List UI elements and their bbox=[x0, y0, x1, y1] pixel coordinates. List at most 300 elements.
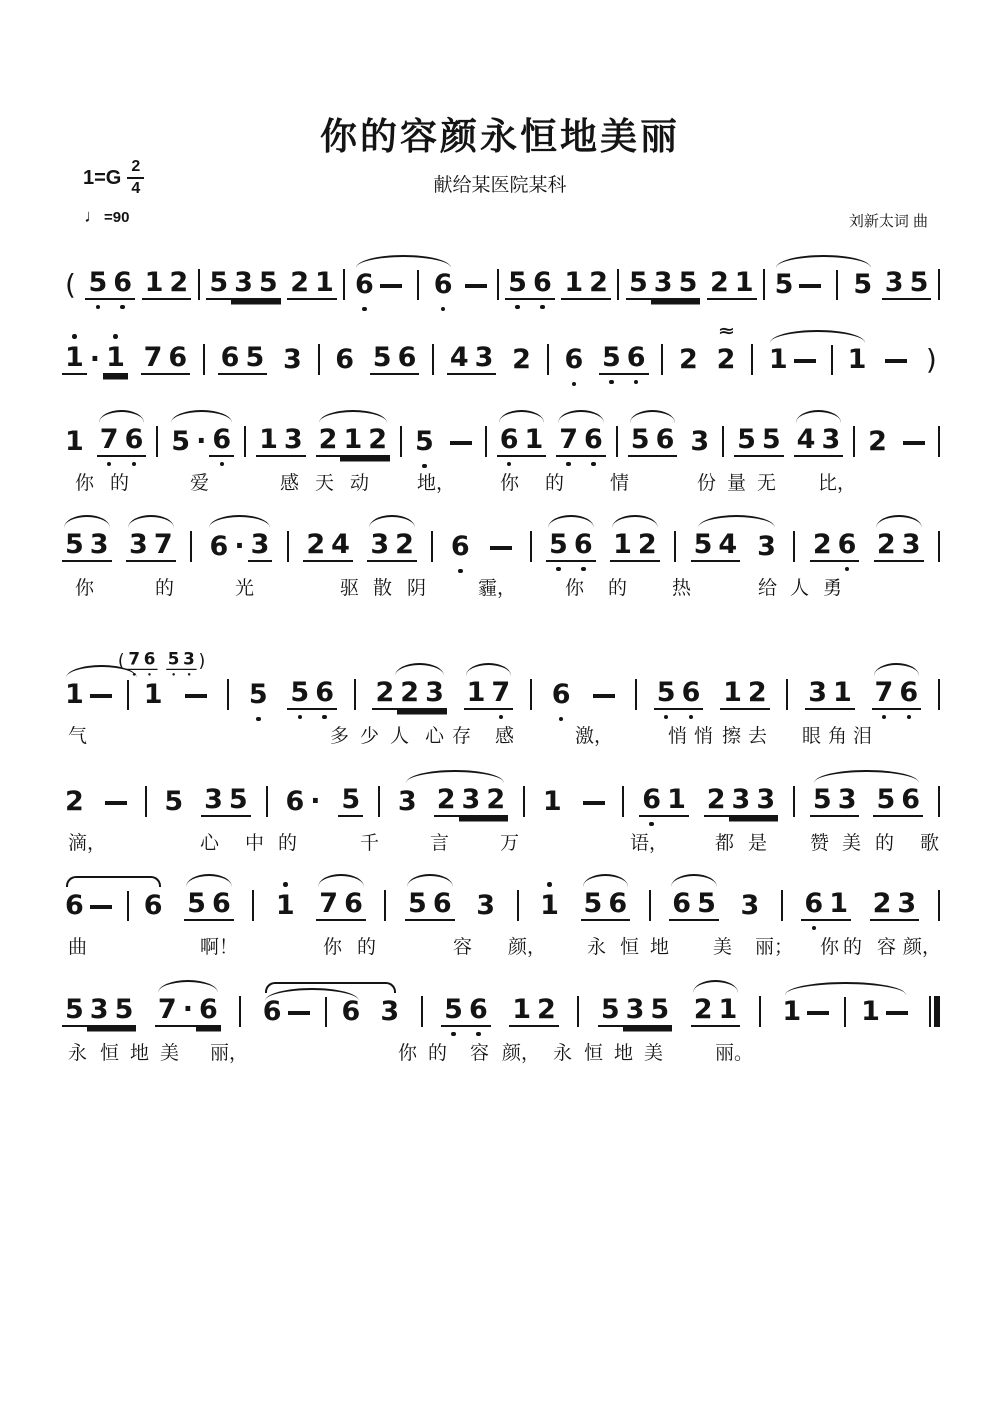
digit-glyph: 5 bbox=[248, 679, 268, 710]
dash-shape bbox=[288, 1011, 310, 1015]
note-digit bbox=[734, 425, 759, 457]
note-digit bbox=[870, 889, 895, 921]
lyric-syllable: 的 bbox=[110, 473, 130, 494]
barline bbox=[793, 531, 795, 562]
time-signature bbox=[127, 158, 144, 199]
lyric-syllable: 比， bbox=[818, 473, 857, 494]
lyric-syllable: 角 bbox=[828, 726, 848, 747]
digit-glyph: 2 bbox=[693, 994, 713, 1025]
note-digit bbox=[328, 530, 353, 562]
digit-glyph: 6 bbox=[532, 267, 552, 298]
barline bbox=[547, 344, 549, 375]
dedication-subtitle: 献给某医院某科 bbox=[433, 175, 567, 196]
tempo-marking bbox=[84, 206, 129, 227]
digit-glyph: 6 bbox=[901, 784, 921, 815]
digit-glyph: 6 bbox=[672, 888, 692, 919]
note-digit bbox=[367, 530, 392, 562]
digit-glyph: 5 bbox=[372, 342, 392, 373]
note-digit bbox=[894, 889, 919, 921]
beat-space bbox=[420, 816, 434, 817]
lyric-syllable: 情 bbox=[610, 473, 630, 494]
note-digit bbox=[874, 530, 899, 562]
note-group bbox=[303, 530, 353, 562]
note-group bbox=[805, 678, 855, 710]
digit-glyph: 4 bbox=[718, 529, 738, 560]
note-group bbox=[509, 995, 559, 1027]
lyric-syllable: 万 bbox=[500, 833, 520, 854]
barline bbox=[763, 269, 765, 300]
octave-dot bbox=[322, 715, 327, 720]
notes-row bbox=[60, 745, 942, 817]
note-digit bbox=[141, 891, 166, 921]
dash-note bbox=[882, 345, 910, 375]
octave-dot bbox=[220, 462, 225, 467]
paren bbox=[197, 651, 208, 670]
digit-glyph: 7 bbox=[157, 994, 177, 1025]
digit-glyph: 6 bbox=[584, 424, 603, 455]
digit-glyph: 6 bbox=[626, 342, 646, 373]
note-digit bbox=[805, 678, 830, 710]
note-digit bbox=[434, 785, 459, 817]
octave-dot bbox=[882, 715, 887, 720]
digit-glyph: 1 bbox=[667, 784, 686, 815]
dash-shape bbox=[794, 359, 816, 363]
dash-note bbox=[102, 787, 130, 817]
digit-glyph: 6 bbox=[837, 529, 857, 560]
note-digit bbox=[338, 785, 363, 817]
dash-shape bbox=[799, 284, 821, 288]
note-digit bbox=[898, 785, 923, 817]
barline bbox=[497, 269, 499, 300]
inner-barline bbox=[844, 997, 846, 1027]
note-group bbox=[448, 532, 473, 562]
note-digit bbox=[899, 530, 924, 562]
digit-glyph: · bbox=[234, 531, 245, 562]
note-digit bbox=[694, 889, 719, 921]
inner-barline bbox=[127, 891, 129, 921]
lyric-syllable: 颜， bbox=[903, 937, 942, 958]
note-group bbox=[142, 268, 192, 300]
barline bbox=[759, 996, 761, 1027]
lyric-syllable: 的 bbox=[155, 578, 175, 599]
dash-shape bbox=[465, 284, 487, 288]
digit-glyph: 3 bbox=[884, 267, 904, 298]
note-digit bbox=[509, 345, 534, 375]
digit-glyph: 5 bbox=[88, 267, 108, 298]
barline bbox=[517, 890, 519, 921]
digit-glyph: 2 bbox=[876, 529, 896, 560]
note-group bbox=[610, 530, 660, 562]
composer-credit: 刘新太词 曲 bbox=[848, 213, 928, 230]
final-barline bbox=[929, 996, 940, 1027]
slur-arc bbox=[671, 874, 717, 887]
digit-glyph: 5 bbox=[444, 994, 463, 1025]
note-group bbox=[590, 680, 618, 710]
note-digit bbox=[679, 678, 704, 710]
note-digit bbox=[599, 343, 624, 375]
lyric-syllable: 曲 bbox=[68, 937, 88, 958]
digit-glyph: 3 bbox=[897, 888, 917, 919]
digit-glyph: 2 bbox=[400, 677, 420, 708]
lyric-syllable: 心 bbox=[200, 833, 220, 854]
note-digit bbox=[835, 785, 860, 817]
digit-glyph: 6 bbox=[450, 531, 470, 562]
digit-glyph: 2 bbox=[368, 424, 388, 455]
barline bbox=[938, 426, 940, 457]
digit-glyph: 1 bbox=[847, 344, 867, 375]
octave-dot bbox=[507, 462, 512, 467]
octave-dot bbox=[172, 673, 175, 676]
note-digit bbox=[794, 425, 819, 457]
dash-shape bbox=[490, 546, 512, 550]
dash-note bbox=[377, 270, 405, 300]
note-digit bbox=[184, 889, 209, 921]
note-digit bbox=[623, 995, 648, 1027]
note-digit bbox=[865, 427, 890, 457]
note-digit bbox=[716, 995, 741, 1027]
slur-arc bbox=[693, 980, 739, 993]
lyric-syllable: 地 bbox=[130, 1043, 150, 1064]
digit-glyph: 1 bbox=[65, 426, 84, 457]
note-group bbox=[779, 997, 911, 1027]
lyric-syllable: 言 bbox=[430, 833, 450, 854]
note-group bbox=[882, 345, 910, 375]
slur-arc bbox=[583, 874, 629, 887]
barline bbox=[432, 344, 434, 375]
note-digit bbox=[626, 268, 651, 300]
note-digit bbox=[151, 530, 176, 562]
digit-glyph: 5 bbox=[549, 529, 568, 560]
lyric-syllable: 心 bbox=[425, 726, 445, 747]
note-digit bbox=[483, 785, 508, 817]
note-digit bbox=[62, 891, 87, 921]
quarter-note-icon: ♩ bbox=[84, 206, 102, 226]
slur-arc bbox=[171, 410, 232, 423]
note-digit bbox=[303, 530, 328, 562]
lyric-syllable: 气 bbox=[68, 726, 88, 747]
digit-glyph: · bbox=[196, 426, 207, 457]
dash-shape bbox=[583, 801, 605, 805]
barline bbox=[674, 531, 676, 562]
note-digit bbox=[459, 785, 484, 817]
beat-space bbox=[157, 669, 166, 670]
note-digit bbox=[687, 427, 712, 457]
note-group bbox=[62, 530, 112, 562]
digit-glyph: 3 bbox=[808, 677, 827, 708]
digit-glyph: 6 bbox=[354, 269, 374, 300]
digit-glyph: 2 bbox=[589, 267, 608, 298]
lyrics-row bbox=[60, 1038, 942, 1064]
lyric-syllable: 容 bbox=[453, 937, 473, 958]
slur-arc bbox=[395, 663, 444, 676]
lyric-syllable: 永 bbox=[553, 1043, 573, 1064]
digit-glyph: 7 bbox=[559, 424, 579, 455]
mordent-ornament: ≈ bbox=[717, 321, 735, 340]
note-digit bbox=[62, 530, 87, 562]
note-digit bbox=[818, 425, 843, 457]
note-group bbox=[260, 997, 402, 1027]
note-group bbox=[720, 678, 770, 710]
digit-glyph: 6 bbox=[804, 888, 824, 919]
lyric-syllable: 份 bbox=[697, 473, 717, 494]
score-line-4 bbox=[60, 490, 942, 599]
digit-glyph: 5 bbox=[114, 994, 134, 1025]
lyric-syllable: 激， bbox=[575, 726, 614, 747]
note-group bbox=[207, 530, 273, 562]
note-digit bbox=[242, 343, 267, 375]
note-digit bbox=[218, 343, 243, 375]
note-group bbox=[676, 345, 701, 375]
note-group bbox=[505, 268, 555, 300]
digit-glyph: 5 bbox=[737, 424, 756, 455]
digit-glyph: 3 bbox=[204, 784, 223, 815]
lyric-syllable: 美 bbox=[644, 1043, 664, 1064]
slur-arc bbox=[66, 876, 161, 887]
dash-shape bbox=[105, 801, 127, 805]
note-digit bbox=[466, 995, 491, 1027]
note-group bbox=[772, 270, 876, 300]
note-digit bbox=[280, 345, 305, 375]
slur-arc bbox=[698, 515, 776, 528]
note-digit bbox=[628, 425, 653, 457]
barline bbox=[781, 890, 783, 921]
lyric-syllable: 的 bbox=[278, 833, 298, 854]
aug-dot bbox=[87, 345, 103, 375]
barline bbox=[203, 344, 205, 375]
score-line-8 bbox=[60, 955, 942, 1064]
dash-shape bbox=[185, 694, 207, 698]
digit-glyph: 6 bbox=[198, 994, 218, 1025]
note-digit bbox=[62, 680, 87, 710]
digit-glyph: 3 bbox=[283, 424, 303, 455]
digit-glyph: 6 bbox=[608, 888, 628, 919]
note-digit bbox=[779, 997, 804, 1027]
note-group bbox=[316, 889, 366, 921]
note-group bbox=[810, 530, 860, 562]
lyric-syllable: 的 bbox=[428, 1043, 448, 1064]
note-group bbox=[865, 427, 890, 457]
note-digit bbox=[561, 345, 586, 375]
note-digit bbox=[122, 425, 147, 457]
note-group bbox=[338, 785, 363, 817]
note-digit bbox=[497, 425, 522, 457]
lyric-syllable: 美 bbox=[842, 833, 862, 854]
digit-glyph: 3 bbox=[474, 342, 494, 373]
note-group bbox=[155, 995, 221, 1027]
digit-glyph: 6 bbox=[143, 890, 163, 921]
note-digit bbox=[896, 678, 921, 710]
barline bbox=[343, 269, 345, 300]
note-digit bbox=[246, 680, 271, 710]
note-group bbox=[687, 427, 712, 457]
barline bbox=[266, 786, 268, 817]
lyric-syllable: 永 bbox=[68, 1043, 88, 1064]
octave-dot bbox=[72, 334, 77, 339]
lyric-syllable: 颜， bbox=[508, 937, 547, 958]
lyric-syllable: 去 bbox=[748, 726, 768, 747]
digit-glyph: 1 bbox=[613, 529, 632, 560]
digit-glyph: 2 bbox=[812, 529, 832, 560]
note-digit bbox=[772, 270, 797, 300]
digit-glyph: 1 bbox=[734, 267, 754, 298]
octave-dot bbox=[664, 715, 669, 720]
digit-glyph: 6 bbox=[113, 267, 133, 298]
note-group bbox=[287, 268, 337, 300]
lyric-syllable: 的 bbox=[608, 578, 628, 599]
octave-dot bbox=[132, 462, 137, 467]
note-digit bbox=[142, 650, 157, 670]
note-group bbox=[707, 268, 757, 300]
beat-space bbox=[740, 561, 754, 562]
barline bbox=[252, 890, 254, 921]
digit-glyph: 1 bbox=[524, 424, 544, 455]
dash-note bbox=[796, 270, 824, 300]
note-group bbox=[370, 343, 420, 375]
note-group bbox=[256, 425, 306, 457]
note-digit bbox=[370, 343, 395, 375]
note-digit bbox=[316, 889, 341, 921]
digit-glyph: 2 bbox=[486, 784, 506, 815]
note-group bbox=[540, 787, 565, 817]
note-digit bbox=[635, 530, 660, 562]
slur-arc bbox=[186, 874, 232, 887]
octave-dot bbox=[907, 715, 912, 720]
barline bbox=[938, 786, 940, 817]
note-digit bbox=[126, 530, 151, 562]
paren bbox=[923, 345, 940, 375]
digit-glyph: 5 bbox=[258, 267, 278, 298]
digit-glyph: 2 bbox=[872, 888, 892, 919]
digit-glyph: 6 bbox=[564, 344, 584, 375]
digit-glyph: 3 bbox=[129, 529, 148, 560]
note-digit bbox=[598, 995, 623, 1027]
digit-glyph: 6 bbox=[397, 342, 417, 373]
barline bbox=[938, 679, 940, 710]
slur-arc bbox=[548, 515, 594, 528]
final-bar-thin bbox=[929, 996, 931, 1027]
note-digit bbox=[377, 997, 402, 1027]
score-line-2 bbox=[60, 303, 942, 375]
digit-glyph: 5 bbox=[583, 888, 603, 919]
note-group bbox=[549, 680, 574, 710]
lyric-syllable: 你 bbox=[820, 937, 840, 958]
digit-glyph: 3 bbox=[425, 677, 444, 708]
paren bbox=[62, 270, 79, 300]
note-digit bbox=[647, 995, 672, 1027]
dash-note bbox=[87, 680, 115, 710]
digit-glyph: 3 bbox=[837, 784, 857, 815]
note-group bbox=[182, 680, 210, 710]
dash-note bbox=[487, 532, 515, 562]
lyric-syllable: 悄 bbox=[668, 726, 688, 747]
octave-dot bbox=[148, 673, 151, 676]
note-digit bbox=[766, 345, 791, 375]
barline bbox=[751, 344, 753, 375]
slur-arc bbox=[876, 515, 922, 528]
note-group bbox=[734, 425, 784, 457]
octave-dot bbox=[107, 462, 112, 467]
digit-glyph: ( bbox=[117, 650, 125, 671]
note-digit bbox=[441, 995, 466, 1027]
note-group bbox=[97, 425, 147, 457]
octave-dot bbox=[113, 334, 118, 339]
digit-glyph: 2 bbox=[306, 529, 326, 560]
note-group bbox=[206, 268, 280, 300]
note-digit bbox=[571, 530, 596, 562]
note-digit bbox=[62, 787, 87, 817]
digit-glyph: 5 bbox=[167, 649, 180, 669]
note-digit bbox=[168, 427, 193, 457]
note-digit bbox=[207, 532, 232, 562]
note-digit bbox=[422, 678, 447, 710]
digit-glyph: 5 bbox=[693, 529, 713, 560]
digit-glyph: · bbox=[310, 786, 321, 817]
inner-barline bbox=[127, 680, 129, 710]
note-digit bbox=[97, 425, 122, 457]
digit-glyph: 2 bbox=[169, 267, 189, 298]
digit-glyph: 6 bbox=[573, 529, 593, 560]
barline bbox=[400, 426, 402, 457]
note-digit bbox=[87, 995, 112, 1027]
song-title: 你的容颜永恒地美丽 bbox=[320, 116, 680, 157]
digit-glyph: 5 bbox=[774, 269, 794, 300]
barline bbox=[287, 531, 289, 562]
note-group bbox=[332, 345, 357, 375]
note-digit bbox=[610, 530, 635, 562]
note-digit bbox=[624, 343, 649, 375]
note-group bbox=[714, 321, 739, 375]
notes-row bbox=[60, 849, 942, 921]
lyric-syllable: 的 bbox=[875, 833, 895, 854]
digit-glyph: 3 bbox=[756, 784, 776, 815]
barline bbox=[786, 679, 788, 710]
barline bbox=[421, 996, 423, 1027]
lyric-syllable: 感 bbox=[280, 473, 300, 494]
lyric-syllable: 丽； bbox=[755, 937, 794, 958]
note-group bbox=[628, 425, 678, 457]
slur-arc bbox=[785, 982, 906, 995]
digit-glyph: 2 bbox=[436, 784, 456, 815]
inner-barline bbox=[836, 270, 838, 300]
digit-glyph: 1 bbox=[65, 679, 84, 710]
digit-glyph: 2 bbox=[716, 344, 736, 375]
note-digit bbox=[509, 995, 534, 1027]
octave-dot bbox=[609, 380, 614, 385]
note-group bbox=[62, 891, 166, 921]
barline bbox=[938, 531, 940, 562]
barline bbox=[722, 426, 724, 457]
digit-glyph: 7 bbox=[128, 649, 140, 669]
digit-glyph: 1 bbox=[718, 994, 738, 1025]
lyric-syllable: 丽。 bbox=[715, 1043, 754, 1064]
slur-arc bbox=[466, 663, 512, 676]
lyric-syllable: 动 bbox=[350, 473, 370, 494]
slur-arc bbox=[209, 515, 270, 528]
note-digit bbox=[332, 345, 357, 375]
digit-glyph: 5 bbox=[171, 426, 191, 457]
note-digit bbox=[537, 891, 562, 921]
digit-glyph: 6 bbox=[262, 996, 282, 1027]
digit-glyph: 6 bbox=[499, 424, 519, 455]
note-digit bbox=[395, 787, 420, 817]
note-digit bbox=[287, 268, 312, 300]
digit-glyph: 1 bbox=[315, 267, 334, 298]
lyric-syllable: 地 bbox=[614, 1043, 634, 1064]
note-digit bbox=[556, 425, 581, 457]
digit-glyph: 2 bbox=[512, 344, 531, 375]
note-digit bbox=[110, 268, 135, 300]
note-group bbox=[395, 785, 508, 817]
